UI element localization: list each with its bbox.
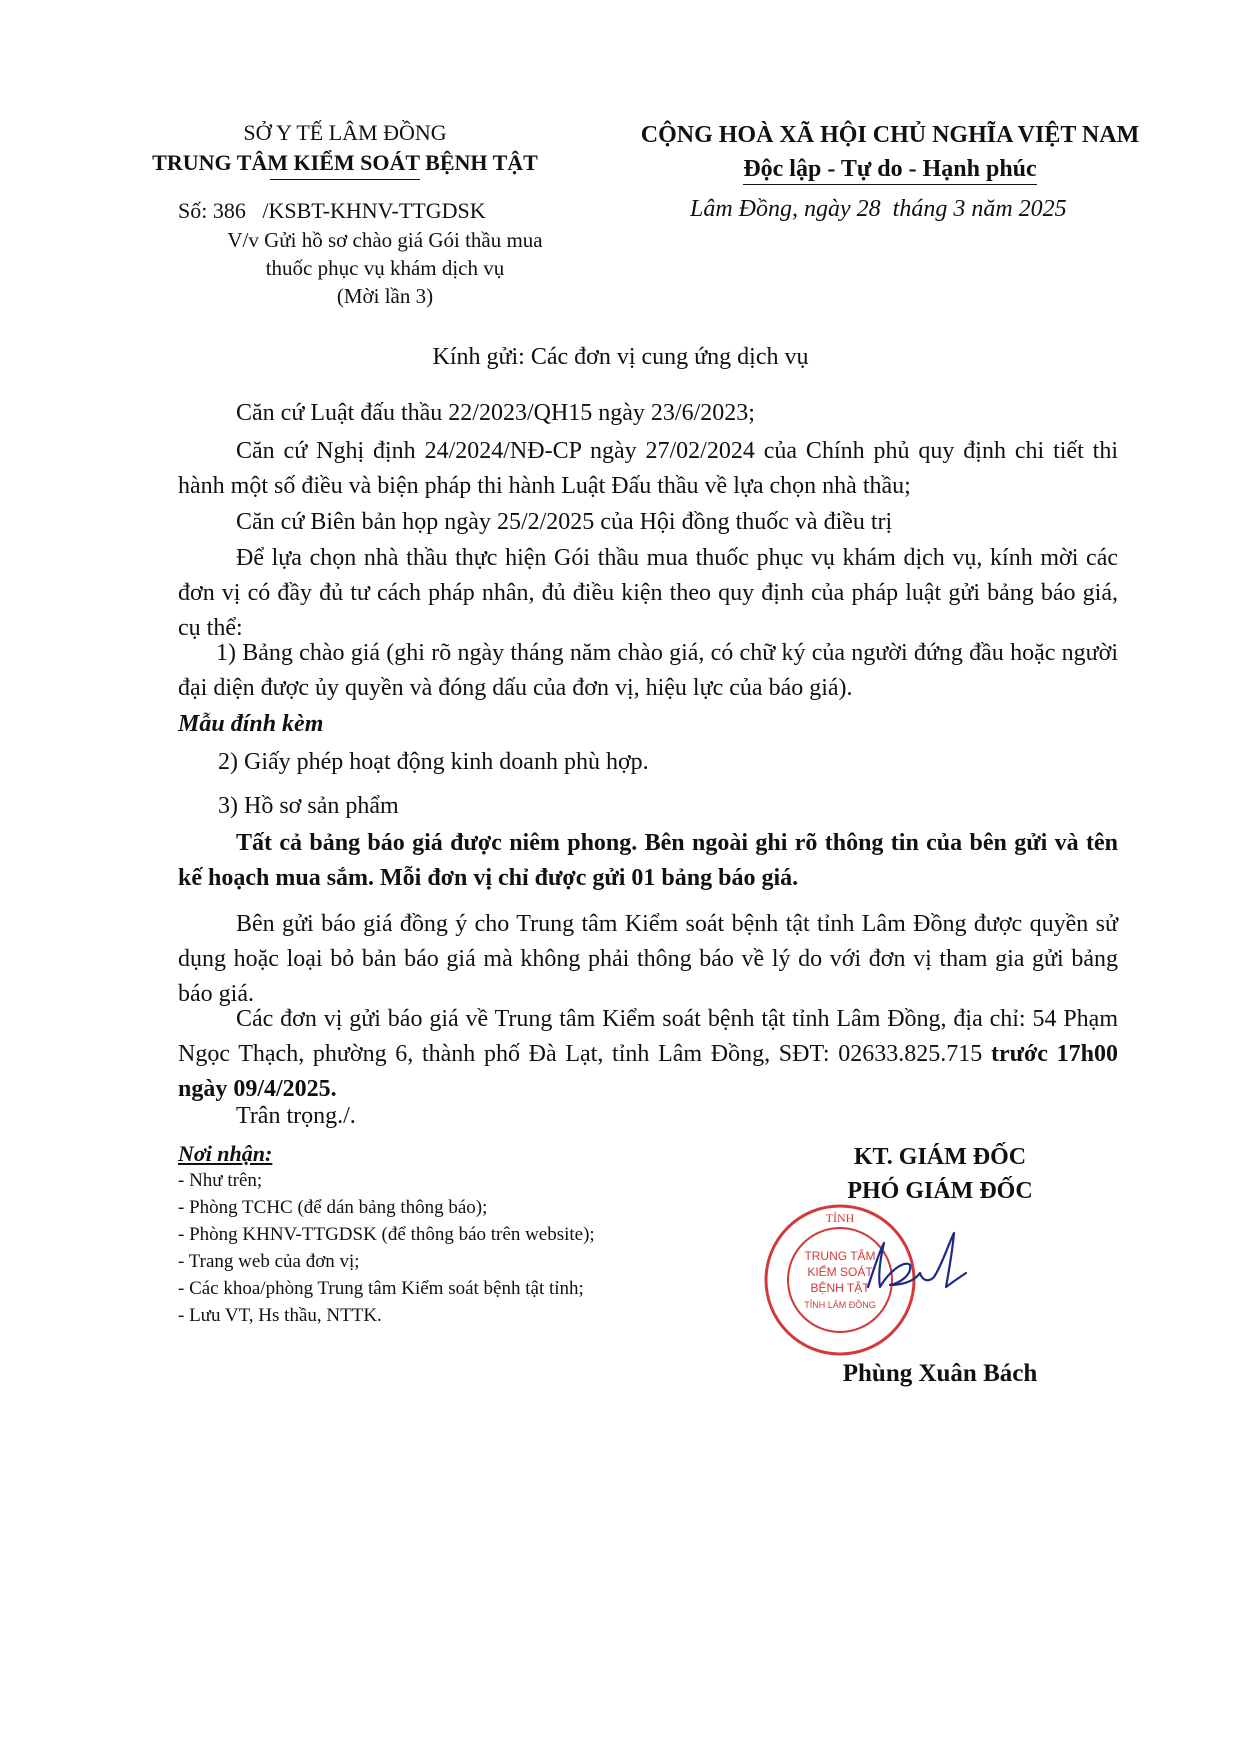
closing: Trân trọng./. [236,1103,356,1129]
requirement-item-2: 2) Giấy phép hoạt động kinh doanh phù hợp. [218,749,649,775]
stamp-text-4: TỈNH LÂM ĐỒNG [804,1300,876,1310]
center-name: TRUNG TÂM KIỂM SOÁT BỆNH TẬT [152,150,538,175]
signature-title-2: PHÓ GIÁM ĐỐC [847,1178,1033,1204]
recipient-item: - Các khoa/phòng Trung tâm Kiểm soát bệnh tật tỉnh; [178,1278,584,1299]
recipient-item: - Phòng KHNV-TTGDSK (để thông báo trên website); [178,1224,595,1245]
address-text: Các đơn vị gửi báo giá về Trung tâm Kiểm soát bệnh tật tỉnh Lâm Đồng, địa chỉ: 54 Phạm Ngọc Thạch, phường 6, thành phố Đà Lạt, tỉnh Lâm Đồng, SĐT: 02633.825.715 [178,1006,1118,1067]
basis-3: Căn cứ Biên bản họp ngày 25/2/2025 của Hội đồng thuốc và điều trị [236,509,893,535]
intro-paragraph: Để lựa chọn nhà thầu thực hiện Gói thầu mua thuốc phục vụ khám dịch vụ, kính mời các đơn vị có đầy đủ tư cách pháp nhân, đủ điều kiện theo quy định của pháp luật gửi bảng báo giá, cụ thể: [178,545,1118,641]
basis-1: Căn cứ Luật đấu thầu 22/2023/QH15 ngày 23/6/2023; [236,400,755,426]
recipients-title: Nơi nhận: [178,1141,273,1166]
requirement-item-1: 1) Bảng chào giá (ghi rõ ngày tháng năm chào giá, có chữ ký của người đứng đầu hoặc người đại diện được ủy quyền và đóng dấu của đơn vị, hiệu lực của báo giá). [178,640,1118,701]
national-motto: Độc lập - Tự do - Hạnh phúc [743,154,1036,185]
attached-template-note: Mẫu đính kèm [178,711,324,737]
recipients-block [178,1140,738,1329]
requirement-item-3: 3) Hồ sơ sản phẩm [218,793,399,819]
signature-title-1: KT. GIÁM ĐỐC [853,1144,1027,1170]
stamp-text-1: TRUNG TÂM [804,1249,876,1263]
consent-paragraph: Bên gửi báo giá đồng ý cho Trung tâm Kiểm soát bệnh tật tỉnh Lâm Đồng được quyền sử dụng hoặc loại bỏ bản báo giá mà không phải thông báo về lý do với đơn vị tham gia gửi bảng báo giá. [178,911,1118,1007]
signer-name: Phùng Xuân Bách [842,1360,1038,1387]
basis-2: Căn cứ Nghị định 24/2024/NĐ-CP ngày 27/02/2024 của Chính phủ quy định chi tiết thi hành một số điều và biện pháp thi hành Luật Đấu thầu về lựa chọn nhà thầu; [178,438,1118,499]
header-left-rule [270,179,420,180]
handwritten-signature-icon [850,1225,970,1305]
recipient-item: - Phòng TCHC (để dán bảng thông báo); [178,1197,488,1218]
deadline: trước 17h00 ngày 09/4/2025. [178,1041,1118,1102]
date-line: Lâm Đồng, ngày 28 tháng 3 năm 2025 [690,196,1067,222]
reference-number: Số: 386 /KSBT-KHNV-TTGDSK [178,198,486,223]
sealing-notice: Tất cả bảng báo giá được niêm phong. Bên ngoài ghi rõ thông tin của bên gửi và tên kế hoạch mua sắm. Mỗi đơn vị chỉ được gửi 01 bảng báo giá. [178,830,1118,891]
national-header [610,118,1170,186]
stamp-text-3: BỆNH TẬT [810,1281,870,1295]
stamp-ring-text: TỈNH [825,1211,855,1225]
subject-line-2: thuốc phục vụ khám dịch vụ [265,256,505,280]
address-paragraph [178,1002,1118,1107]
recipient-item: - Như trên; [178,1170,263,1191]
stamp-text-2: KIỂM SOÁT [807,1265,873,1279]
recipient-item: - Trang web của đơn vị; [178,1251,360,1272]
subject-line-1: V/v Gửi hồ sơ chào giá Gói thầu mua [227,228,543,252]
recipient-item: - Lưu VT, Hs thầu, NTTK. [178,1305,382,1326]
national-title: CỘNG HOÀ XÃ HỘI CHỦ NGHĨA VIỆT NAM [640,122,1140,148]
addressee: Kính gửi: Các đơn vị cung ứng dịch vụ [432,344,809,370]
department-name: SỞ Y TẾ LÂM ĐỒNG [243,120,447,145]
subject-block [200,226,570,310]
subject-line-3: (Mời lần 3) [336,284,434,308]
agency-header [110,118,580,180]
signature-title-block [790,1140,1090,1208]
